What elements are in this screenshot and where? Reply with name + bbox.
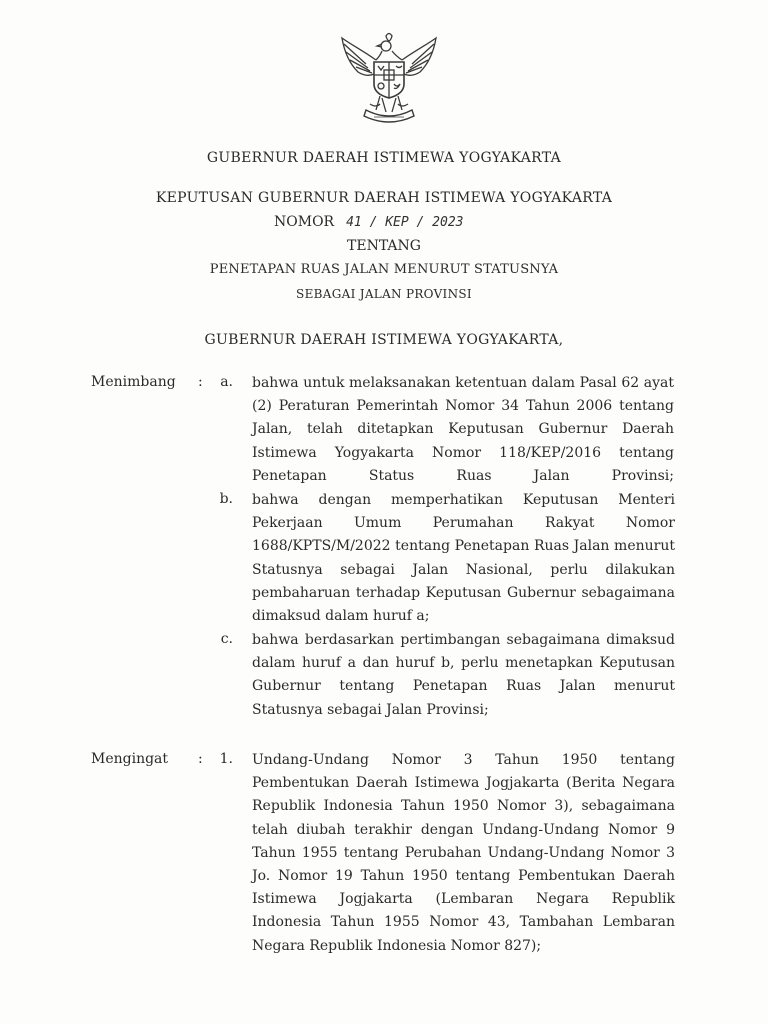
tentang-heading: TENTANG <box>347 238 421 254</box>
menimbang-item-c: bahwa berdasarkan pertimbangan sebagaimana dimaksud dalam huruf a dan huruf b, perlu menetapkan Keputusan Gubernur tentang Penetapan Ruas Jalan menurut Statusnya sebagai Jalan Provinsi; <box>252 632 675 718</box>
nomor-label: NOMOR <box>274 214 335 230</box>
mengingat-marker-1: 1. <box>219 751 233 767</box>
decree-title-line1: PENETAPAN RUAS JALAN MENURUT STATUSNYA <box>209 262 559 277</box>
menimbang-marker-c: c. <box>220 631 233 647</box>
nomor-value: 41 / KEP / 2023 <box>346 215 464 230</box>
decree-title-line2: SEBAGAI JALAN PROVINSI <box>296 287 472 301</box>
governor-salutation: GUBERNUR DAERAH ISTIMEWA YOGYAKARTA, <box>204 332 564 348</box>
garuda-emblem-icon <box>336 30 442 126</box>
mengingat-colon: : <box>198 751 203 767</box>
menimbang-item-b: bahwa dengan memperhatikan Keputusan Menteri Pekerjaan Umum Perumahan Rakyat Nomor 1688/KPTS/M/2022 tentang Penetapan Ruas Jalan menurut Statusnya sebagai Jalan Nasional, perlu dilakukan pembaharuan terhadap Keputusan Gubernur sebagaimana dimaksud dalam huruf a; <box>252 492 675 625</box>
decree-heading: KEPUTUSAN GUBERNUR DAERAH ISTIMEWA YOGYAKARTA <box>155 190 613 206</box>
menimbang-marker-a: a. <box>220 374 233 390</box>
decree-number <box>274 214 464 230</box>
menimbang-item-a: bahwa untuk melaksanakan ketentuan dalam Pasal 62 ayat (2) Peraturan Pemerintah Nomor 34 Tahun 2006 tentang Jalan, telah ditetapkan Keputusan Gubernur Daerah Istimewa Yogyakarta Nomor 118/KEP/2016 tentang Penetapan Status Ruas Jalan Provinsi; <box>252 375 674 484</box>
menimbang-marker-b: b. <box>219 491 233 507</box>
issuer-heading: GUBERNUR DAERAH ISTIMEWA YOGYAKARTA <box>206 150 562 166</box>
mengingat-label: Mengingat <box>91 751 169 767</box>
menimbang-colon: : <box>198 374 203 390</box>
mengingat-item-1: Undang-Undang Nomor 3 Tahun 1950 tentang Pembentukan Daerah Istimewa Jogjakarta (Berita Negara Republik Indonesia Tahun 1950 Nomor 3), sebagaimana telah diubah terakhir dengan Undang-Undang Nomor 9 Tahun 1955 tentang Perubahan Undang-Undang Nomor 3 Jo. Nomor 19 Tahun 1950 tentang Pembentukan Daerah Istimewa Jogjakarta (Lembaran Negara Republik Indonesia Tahun 1955 Nomor 43, Tambahan Lembaran Negara Republik Indonesia Nomor 827); <box>252 752 675 954</box>
menimbang-label: Menimbang <box>91 374 176 390</box>
